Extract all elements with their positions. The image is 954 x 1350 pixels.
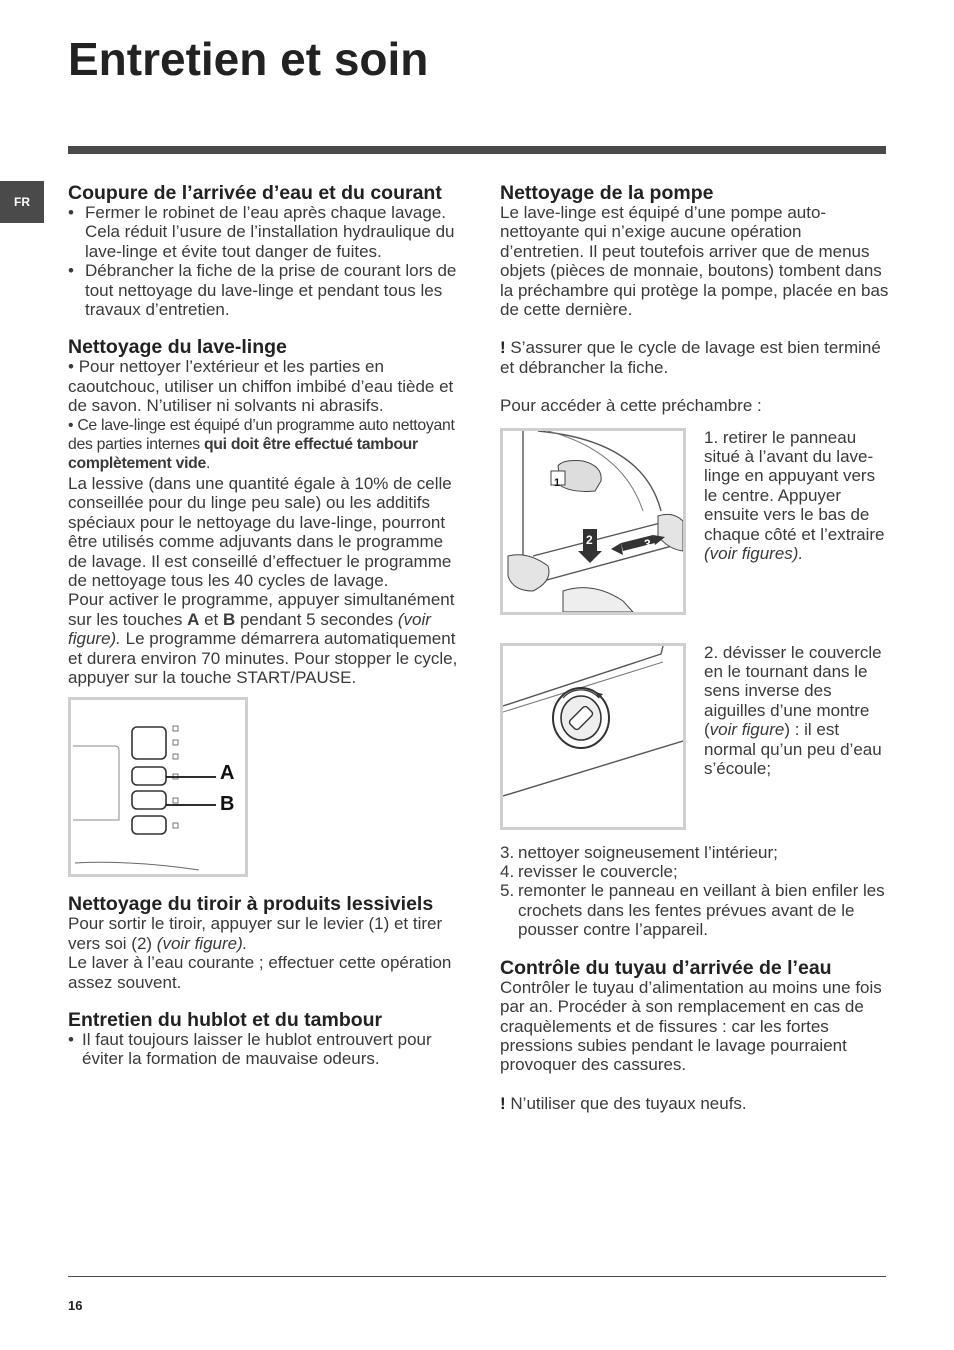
- language-tab: FR: [0, 181, 44, 223]
- bullet-icon: •: [68, 1029, 74, 1049]
- control-panel-figure: [68, 697, 248, 877]
- warning-note: ! S’assurer que le cycle de lavage est bien terminé et débrancher la fiche.: [500, 338, 881, 377]
- figure-number-1: 1: [554, 476, 561, 489]
- paragraph: Contrôler le tuyau d’alimentation au moins une fois par an. Procéder à son remplacement en cas de craquèlements et de fissures : car les fortes pressions subies pendant le lavage pourraient provoquer des cassures.: [500, 977, 882, 1075]
- section-heading-door-drum: Entretien du hublot et du tambour: [68, 1008, 383, 1031]
- section-heading-washer-cleaning: Nettoyage du lave-linge: [68, 336, 287, 359]
- paragraph: La lessive (dans une quantité égale à 10% de celle conseillée pour du linge peu sale) ou les additifs spéciaux pour le nettoyage du lave-linge, pourront être utilisés comme adjuvants dans le programme de lavage. Il est conseillé d’effectuer le programme de nettoyage tous les 40 cycles de lavage.: [68, 473, 452, 590]
- left-column: [68, 184, 460, 1069]
- pump-cover-figure: [500, 643, 686, 830]
- figure-label-a: A: [220, 762, 235, 785]
- step-2-block: [500, 643, 890, 830]
- panel-removal-figure: [500, 428, 686, 615]
- step-2-text: 2. dévisser le couvercle en le tournant dans le sens inverse des aiguilles d’une montre (voir figure) : il est normal qu’un peu d’eau s’écoule;: [704, 642, 882, 779]
- list-item: 3. nettoyer soigneusement l’intérieur;: [500, 842, 778, 862]
- step-1-block: [500, 428, 890, 615]
- paragraph: • Ce lave-linge est équipé d’un programme auto nettoyant des parties internes qui doit être effectué tambour complètement vide.: [68, 416, 455, 473]
- page-number: 16: [68, 1298, 83, 1313]
- bottom-divider: [68, 1276, 886, 1277]
- paragraph: Pour sortir le tiroir, appuyer sur le levier (1) et tirer vers soi (2) (voir figure).: [68, 914, 443, 953]
- section-heading-hose-check: Contrôle du tuyau d’arrivée de l’eau: [500, 956, 832, 979]
- list-item: • Fermer le robinet de l’eau après chaque lavage. Cela réduit l’usure de l’installation hydraulique du lave-linge et évite tout danger de fuites.: [68, 203, 455, 261]
- warning-icon: !: [500, 1093, 506, 1113]
- bullet-icon: •: [68, 261, 74, 281]
- bullet-icon: •: [68, 203, 74, 222]
- paragraph: Pour activer le programme, appuyer simultanément sur les touches A et B pendant 5 secondes (voir figure). Le programme démarrera automatiquement et durera environ 70 minutes. Pour stopper le cycle, appuyer sur la touche START/PAUSE.: [68, 590, 458, 687]
- section-heading-drawer-cleaning: Nettoyage du tiroir à produits lessiviels: [68, 893, 434, 916]
- right-column: [500, 184, 890, 1113]
- paragraph: • Pour nettoyer l’extérieur et les parties en caoutchouc, utiliser un chiffon imbibé d’eau tiède et de savon. N’utiliser ni solvants ni abrasifs.: [68, 357, 454, 416]
- paragraph: Le laver à l’eau courante ; effectuer cette opération assez souvent.: [68, 953, 452, 992]
- control-panel-illustration: [71, 700, 245, 874]
- section-heading-pump-cleaning: Nettoyage de la pompe: [500, 182, 714, 204]
- paragraph: Le lave-linge est équipé d’une pompe auto-nettoyante qui n’exige aucune opération d’entretien. Il peut toutefois arriver que de menus objets (pièces de monnaie, boutons) tombent dans la préchambre qui protège la pompe, placée en bas de cette dernière.: [500, 203, 889, 320]
- list-item: • Il faut toujours laisser le hublot entrouvert pour éviter la formation de mauvaise odeurs.: [68, 1029, 432, 1069]
- list-item: 4. revisser le couvercle;: [500, 862, 678, 882]
- list-item: • Débrancher la fiche de la prise de courant lors de tout nettoyage du lave-linge et pendant tous les travaux d’entretien.: [68, 261, 457, 320]
- page-title: Entretien et soin: [68, 33, 429, 85]
- step-1-text: 1. retirer le panneau situé à l’avant du lave-linge en appuyant vers le centre. Appuyer ensuite vers le bas de chaque côté et l’extraire (voir figures).: [704, 427, 885, 564]
- section-heading-water-power: Coupure de l’arrivée d’eau et du courant: [68, 182, 442, 204]
- panel-removal-illustration: [503, 431, 683, 612]
- warning-icon: !: [500, 338, 506, 358]
- top-divider: [68, 146, 886, 154]
- figure-number-2: 2: [586, 532, 593, 547]
- figure-label-b: B: [220, 793, 235, 816]
- list-item: 5. remonter le panneau en veillant à bien enfiler les crochets dans les fentes prévues avant de le pousser contre l’appareil.: [500, 881, 885, 940]
- warning-note: ! N’utiliser que des tuyaux neufs.: [500, 1093, 747, 1113]
- pump-cover-illustration: [503, 646, 683, 827]
- figure-number-3: 3: [644, 536, 651, 551]
- paragraph: Pour accéder à cette préchambre :: [500, 396, 762, 416]
